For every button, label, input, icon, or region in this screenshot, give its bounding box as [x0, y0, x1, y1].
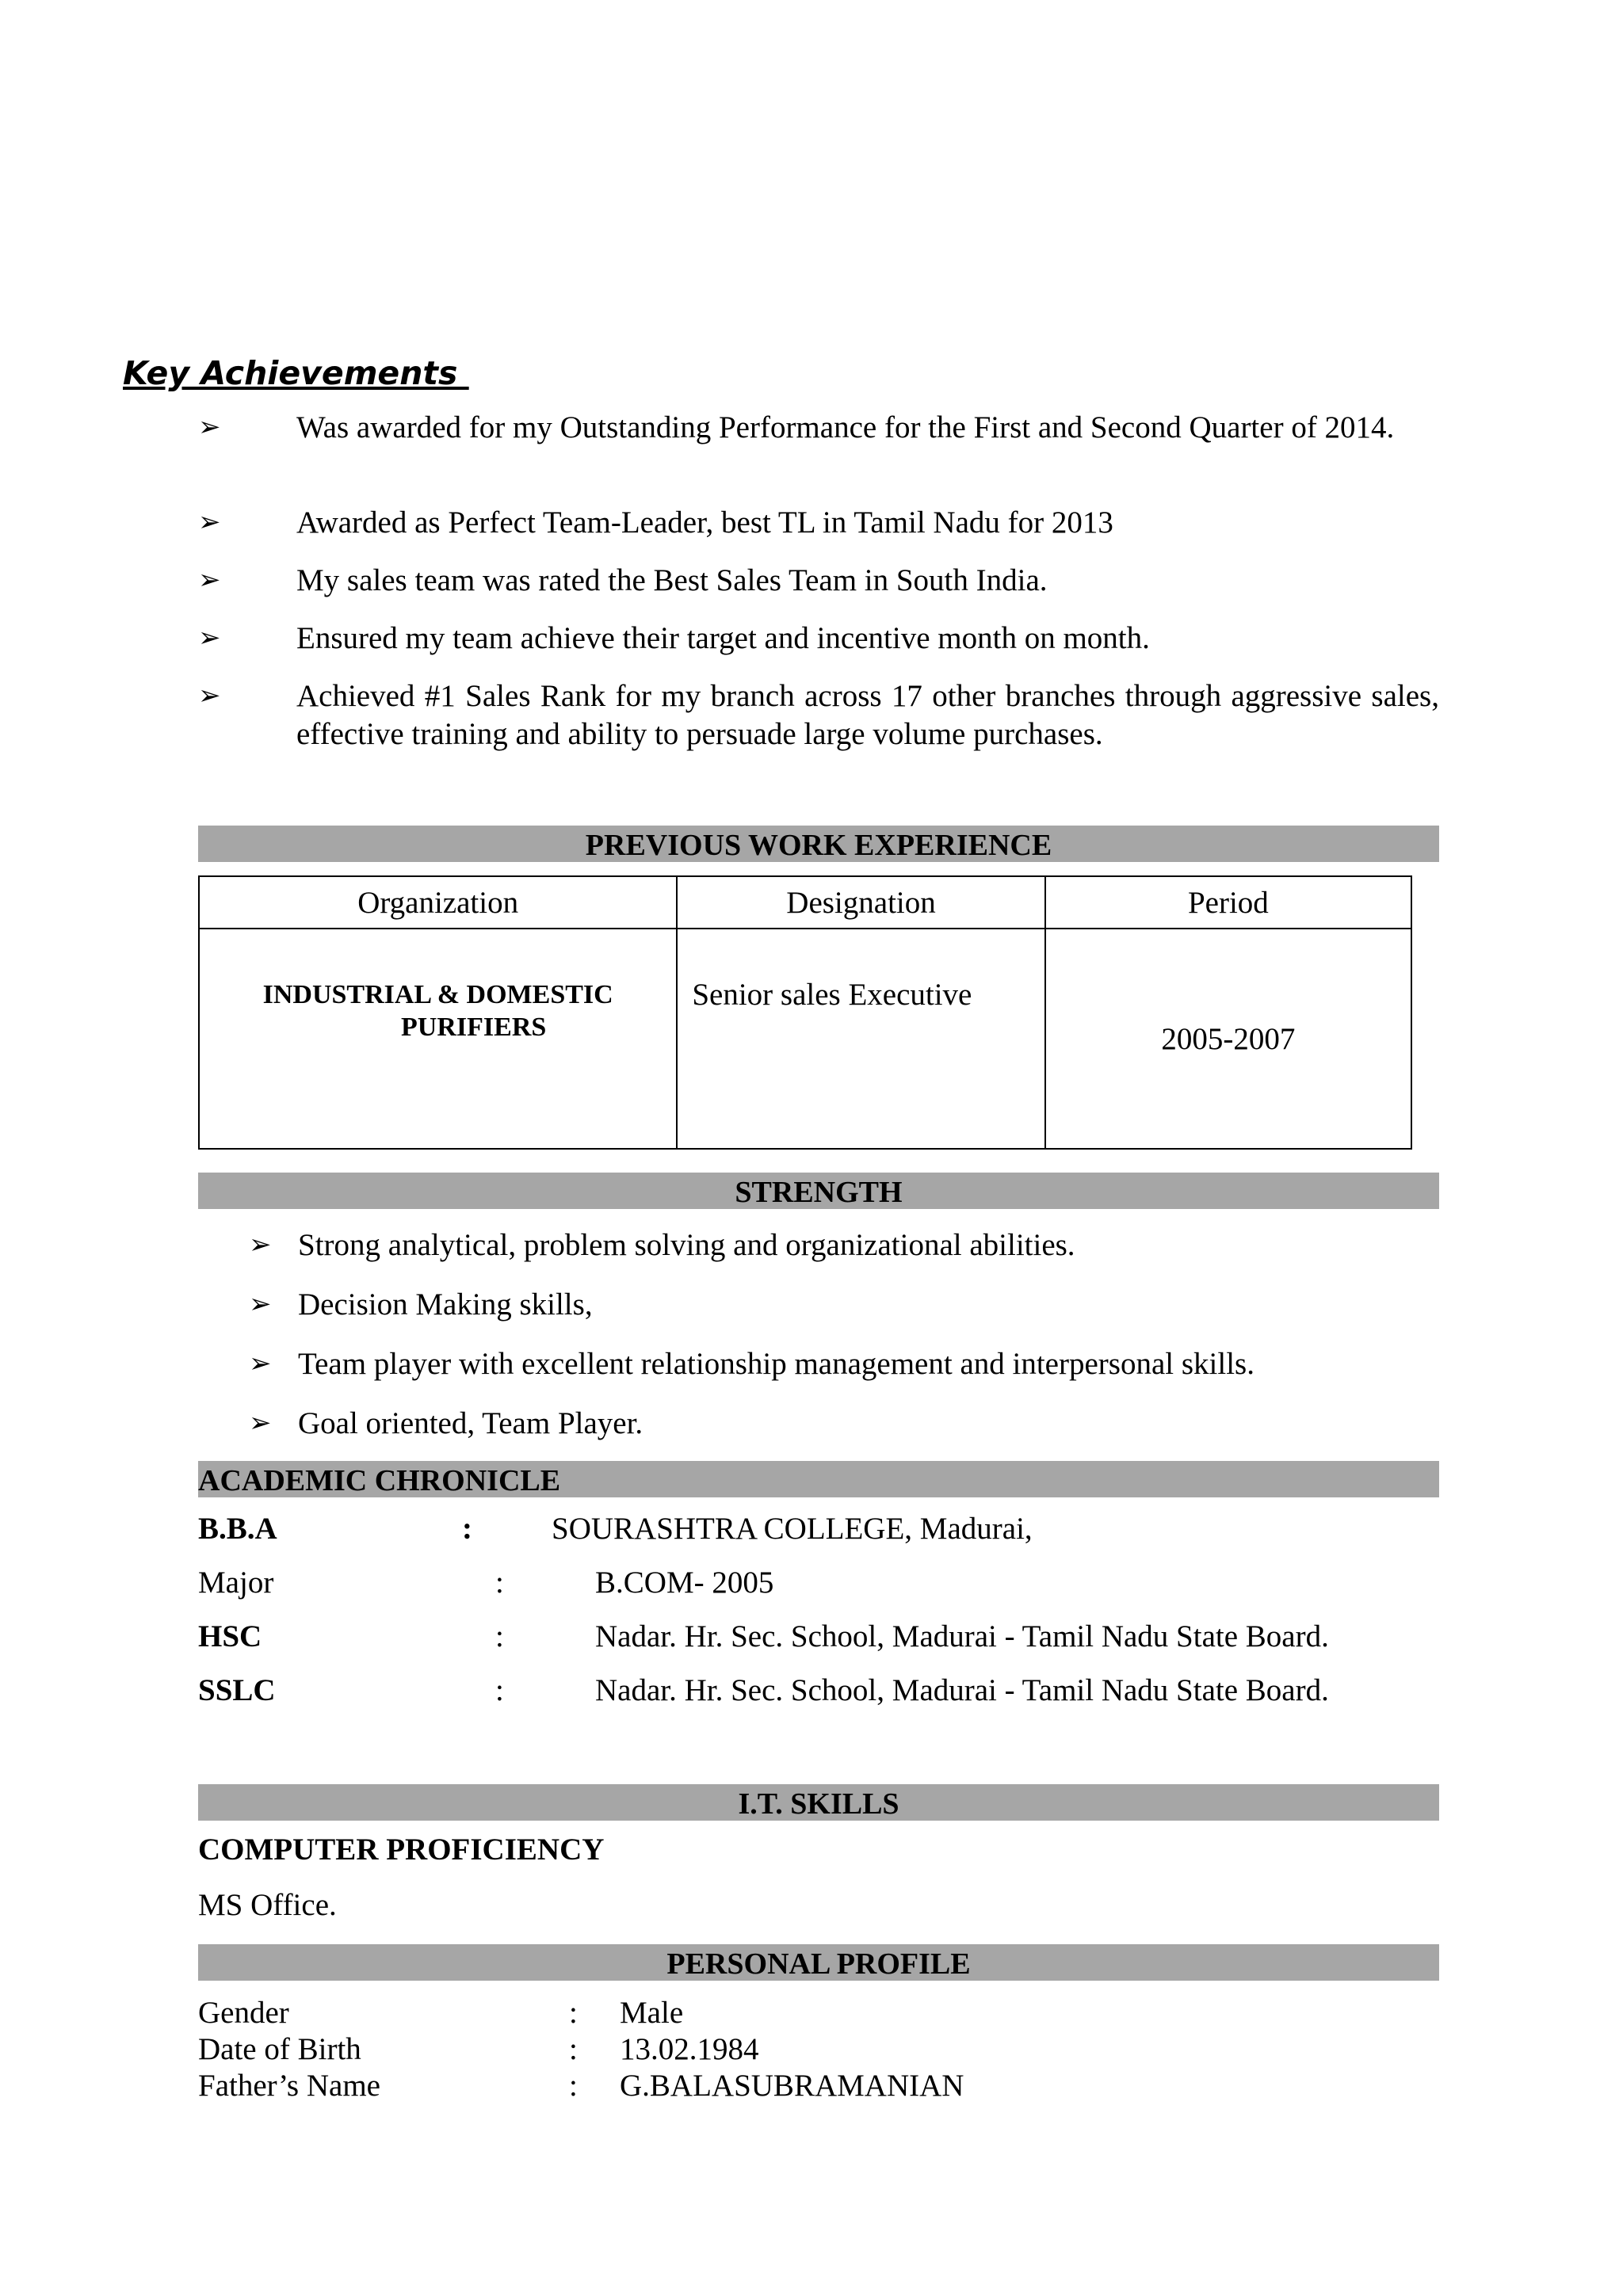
- academic-label: HSC: [198, 1619, 262, 1653]
- table-row: [199, 929, 1411, 1149]
- strength-item: [249, 1405, 643, 1443]
- period-cell: 2005-2007: [1045, 929, 1411, 1149]
- section-heading: ACADEMIC CHRONICLE: [198, 1464, 561, 1497]
- academic-label: B.B.A: [198, 1512, 277, 1546]
- section-heading: STRENGTH: [735, 1176, 903, 1209]
- profile-colon: :: [569, 2032, 578, 2066]
- profile-label: Date of Birth: [198, 2032, 361, 2066]
- table-header-row: [199, 876, 1411, 929]
- achievement-text: Ensured my team achieve their target and incentive month on month.: [296, 621, 1150, 655]
- achievement-text: Was awarded for my Outstanding Performance for the First and Second Quarter of 2014.: [296, 410, 1395, 444]
- profile-value: 13.02.1984: [620, 2032, 759, 2066]
- organization-cell: [199, 929, 677, 1149]
- achievement-item: [198, 562, 1439, 600]
- strength-text: Decision Making skills,: [298, 1287, 593, 1322]
- section-heading: PERSONAL PROFILE: [666, 1947, 971, 1981]
- profile-colon: :: [569, 2069, 578, 2103]
- academic-row: [198, 1617, 1439, 1657]
- academic-colon: :: [462, 1512, 472, 1546]
- achievement-item: [198, 620, 1439, 658]
- arrow-bullet-icon: ➢: [198, 681, 221, 711]
- strength-text: Goal oriented, Team Player.: [298, 1406, 643, 1440]
- strength-item: [249, 1345, 1254, 1383]
- academic-value: Nadar. Hr. Sec. School, Madurai - Tamil Nadu State Board.: [595, 1619, 1329, 1653]
- academic-row: [198, 1509, 1439, 1549]
- profile-label: Father’s Name: [198, 2069, 380, 2103]
- achievement-item: [198, 409, 1439, 447]
- academic-value: B.COM- 2005: [595, 1566, 774, 1600]
- arrow-bullet-icon: ➢: [198, 508, 221, 537]
- profile-label: Gender: [198, 1996, 289, 2030]
- section-bar-work-experience: [198, 826, 1439, 862]
- work-experience-table: [198, 875, 1412, 1150]
- achievement-text: My sales team was rated the Best Sales Team in South India.: [296, 563, 1048, 597]
- section-bar-it-skills: [198, 1784, 1439, 1821]
- arrow-bullet-icon: ➢: [198, 413, 221, 442]
- strength-item: [249, 1286, 593, 1324]
- academic-label: SSLC: [198, 1673, 276, 1707]
- designation-cell: Senior sales Executive: [677, 929, 1044, 1149]
- profile-value: Male: [620, 1996, 684, 2030]
- profile-row: [198, 2068, 1149, 2104]
- academic-row: [198, 1563, 1439, 1603]
- profile-row: [198, 1995, 1149, 2031]
- arrow-bullet-icon: ➢: [249, 1290, 272, 1319]
- section-heading: PREVIOUS WORK EXPERIENCE: [585, 829, 1052, 862]
- arrow-bullet-icon: ➢: [249, 1349, 272, 1379]
- academic-value: Nadar. Hr. Sec. School, Madurai - Tamil Nadu State Board.: [595, 1673, 1329, 1707]
- organization-line-2: PURIFIERS: [401, 1013, 547, 1042]
- arrow-bullet-icon: ➢: [198, 624, 221, 653]
- achievement-text: Achieved #1 Sales Rank for my branch across 17 other branches through aggressive sales, effective training and ability to persuade large volume purchases.: [296, 679, 1439, 751]
- profile-row: [198, 2031, 1149, 2068]
- arrow-bullet-icon: ➢: [249, 1409, 272, 1438]
- column-header-organization: Organization: [199, 876, 677, 929]
- achievement-item: [198, 677, 1439, 753]
- section-bar-personal-profile: [198, 1944, 1439, 1981]
- organization-line-1: INDUSTRIAL & DOMESTIC: [262, 980, 613, 1009]
- academic-colon: :: [495, 1566, 504, 1600]
- academic-colon: :: [495, 1619, 504, 1653]
- academic-row: [198, 1671, 1439, 1711]
- strength-text: Strong analytical, problem solving and organizational abilities.: [298, 1228, 1075, 1262]
- profile-colon: :: [569, 1996, 578, 2030]
- achievement-text: Awarded as Perfect Team-Leader, best TL in Tamil Nadu for 2013: [296, 505, 1113, 540]
- key-achievements-title: Key Achievements: [123, 354, 469, 392]
- academic-value: SOURASHTRA COLLEGE, Madurai,: [552, 1512, 1033, 1546]
- it-skills-subheading: COMPUTER PROFICIENCY: [198, 1833, 605, 1867]
- arrow-bullet-icon: ➢: [198, 566, 221, 595]
- achievement-item: [198, 504, 1439, 542]
- strength-text: Team player with excellent relationship management and interpersonal skills.: [298, 1347, 1254, 1381]
- column-header-designation: Designation: [677, 876, 1044, 929]
- strength-item: [249, 1226, 1075, 1264]
- academic-label: Major: [198, 1566, 274, 1600]
- profile-value: G.BALASUBRAMANIAN: [620, 2069, 964, 2103]
- section-bar-strength: [198, 1173, 1439, 1209]
- section-bar-academic: [198, 1461, 1439, 1497]
- it-skills-value: MS Office.: [198, 1888, 337, 1922]
- column-header-period: Period: [1045, 876, 1411, 929]
- arrow-bullet-icon: ➢: [249, 1230, 272, 1260]
- section-heading: I.T. SKILLS: [738, 1787, 899, 1821]
- academic-colon: :: [495, 1673, 504, 1707]
